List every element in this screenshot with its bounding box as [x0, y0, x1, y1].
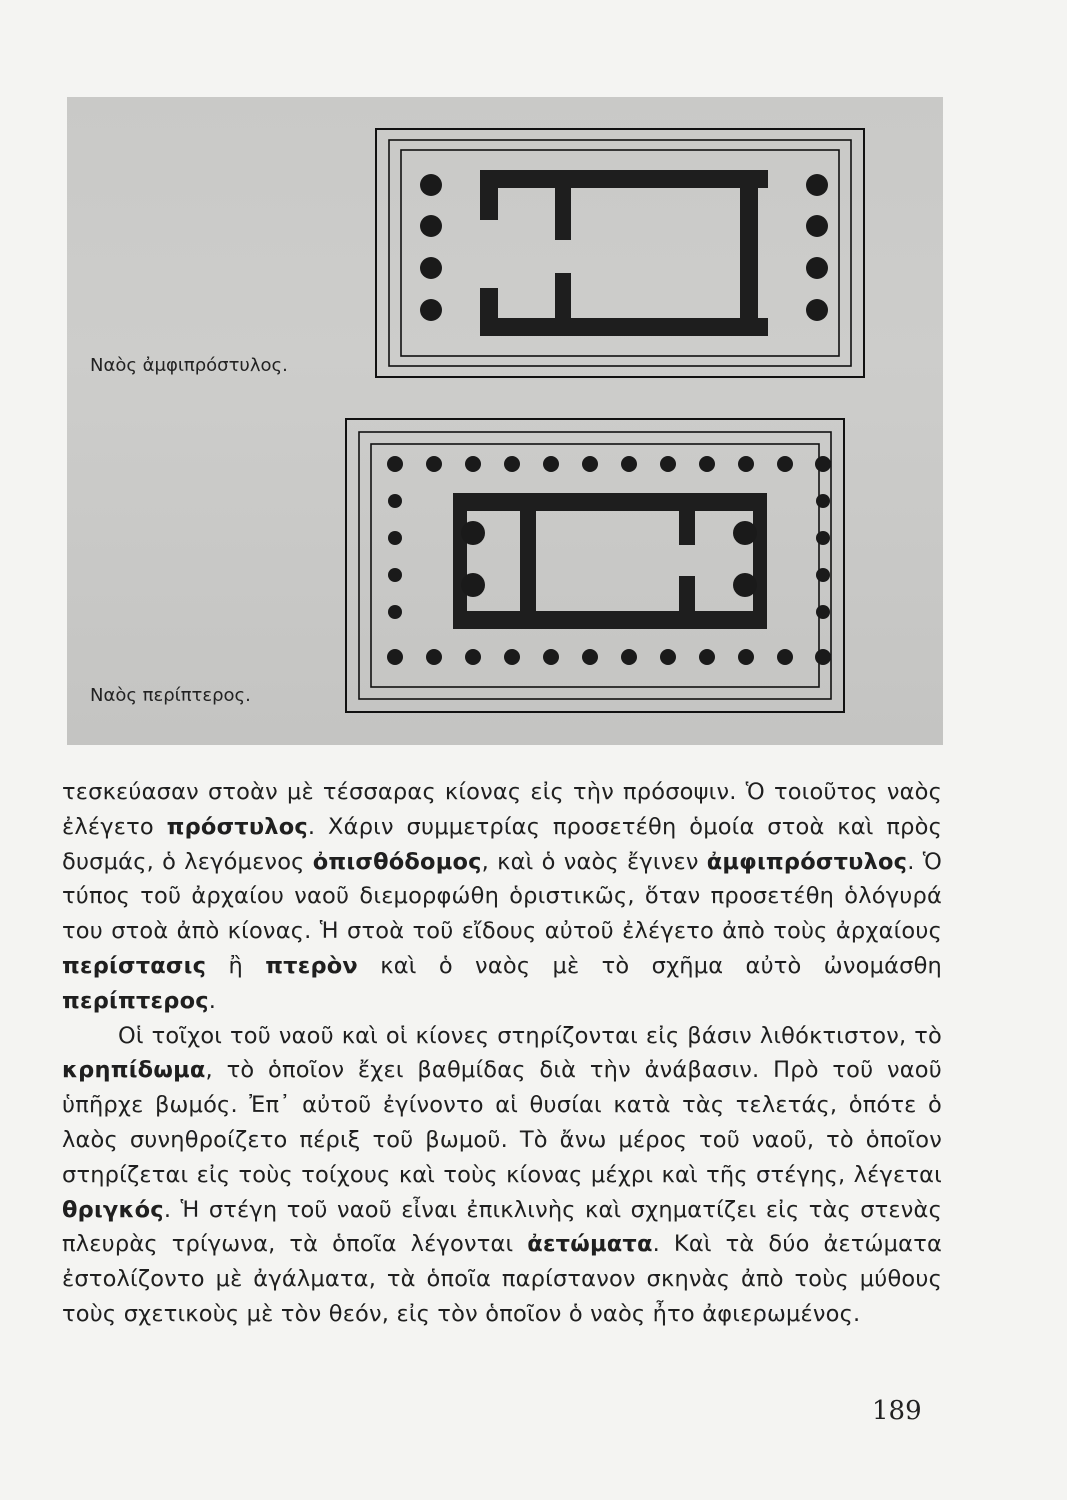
- bold-term: πτερὸν: [265, 952, 358, 979]
- body-text: [62, 775, 942, 1332]
- bold-term: περίπτερος: [62, 987, 209, 1014]
- paragraph: [62, 1019, 942, 1332]
- text-run: , τὸ ὁποῖον ἔχει βαθμίδας διὰ τὴν ἀνάβασιν. Πρὸ τοῦ ναοῦ ὑπῆρχε βωμός. Ἐπ᾿ αὐτοῦ ἐγίνοντο αἱ θυσίαι κατὰ τὰς τελετάς, ὁπότε ὁ λαὸς συνηθροίζετο πέριξ τοῦ βωμοῦ. Τὸ ἄνω μέρος τοῦ ναοῦ, τὸ ὁποῖον στηρίζεται εἰς τοὺς τοίχους καὶ τοὺς κίονας μέχρι καὶ τῆς στέγης, λέγεται: [62, 1057, 942, 1188]
- text-run: . Ὁ τύπος τοῦ ἀρχαίου ναοῦ διεμορφώθη ὁριστικῶς, ὅταν προσετέθη ὁλόγυρά του στοὰ ἀπὸ κίονας. Ἡ στοὰ τοῦ εἴδους αὐτοῦ ἐλέγετο ἀπὸ τοὺς ἀρχαίους: [62, 848, 942, 945]
- text-run: καὶ ὁ ναὸς μὲ τὸ σχῆμα αὐτὸ ὠνομάσθη: [357, 952, 943, 979]
- text-run: . Καὶ τὰ δύο ἀετώματα ἐστολίζοντο μὲ ἀγάλματα, τὰ ὁποῖα παρίστανον σκηνὰς ἀπὸ τοὺς μύθους τοὺς σχετικοὺς μὲ τὸν θεόν, εἰς τὸν ὁποῖον ὁ ναὸς ἦτο ἀφιερωμένος.: [62, 1231, 942, 1327]
- text-run: . Χάριν συμμετρίας προσετέθη ὁμοία στοὰ καὶ πρὸς δυσμάς, ὁ λεγόμενος: [62, 813, 942, 875]
- text-run: Οἱ τοῖχοι τοῦ ναοῦ καὶ οἱ κίονες στηρίζονται εἰς βάσιν λιθόκτιστον, τὸ: [118, 1022, 942, 1049]
- caption-peripteral: Ναὸς περίπτερος.: [90, 685, 251, 706]
- text-run: τεσκεύασαν στοὰν μὲ τέσσαρας κίονας εἰς τὴν πρόσοψιν. Ὁ τοιοῦτος ναὸς ἐλέγετο: [62, 779, 942, 840]
- bold-term: πρόστυλος: [166, 813, 308, 840]
- amphiprostyle-plan: [375, 128, 865, 378]
- bold-term: κρηπίδωμα: [62, 1057, 206, 1084]
- bold-term: περίστασις: [62, 952, 207, 979]
- bold-term: ἀμφιπρόστυλος: [706, 848, 908, 875]
- text-run: , καὶ ὁ ναὸς ἔγινεν: [481, 848, 707, 875]
- text-run: ἢ: [206, 952, 266, 979]
- peripteral-plan: [345, 418, 845, 713]
- bold-term: θριγκός: [62, 1196, 164, 1223]
- page-number: 189: [872, 1396, 922, 1426]
- bold-term: ἀετώματα: [527, 1231, 653, 1258]
- text-run: . Ἡ στέγη τοῦ ναοῦ εἶναι ἐπικλινὴς καὶ σχηματίζει εἰς τὰς στενὰς πλευρὰς τρίγωνα, τὰ ὁποῖα λέγονται: [62, 1196, 942, 1258]
- bold-term: ὀπισθόδομος: [312, 848, 482, 875]
- caption-amphiprostyle: Ναὸς ἀμφιπρόστυλος.: [90, 355, 288, 376]
- paragraph: [62, 775, 942, 1019]
- text-run: .: [208, 987, 217, 1014]
